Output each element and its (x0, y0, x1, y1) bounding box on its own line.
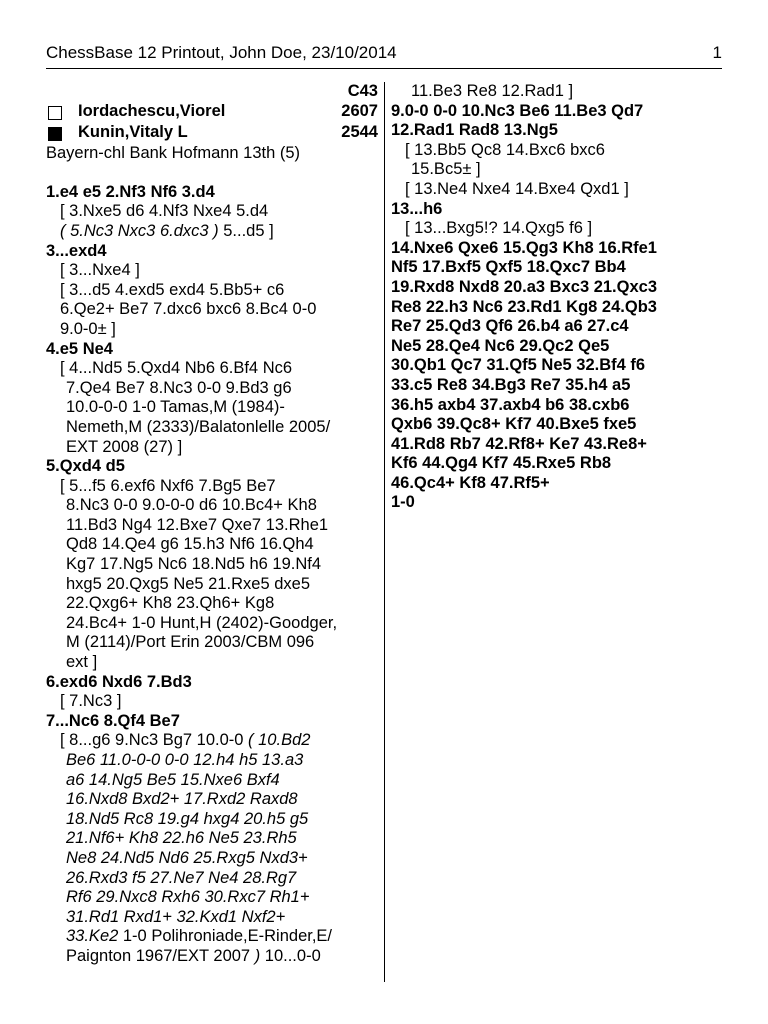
mainline-moves: 3...exd4 (46, 241, 107, 260)
mainline-moves: Kf6 44.Qg4 Kf7 45.Rxe5 Rb8 (391, 454, 612, 473)
mainline-moves: 5.Qxd4 d5 (46, 457, 125, 476)
white-player-elo: 2607 (341, 101, 378, 120)
mainline-moves: 41.Rd8 Rb7 42.Rf8+ Ke7 43.Re8+ (391, 434, 647, 453)
variation-line: [ 3.Nxe5 d6 4.Nf3 Nxe4 5.d4 (60, 202, 269, 221)
subvariation-line: a6 14.Ng5 Be5 15.Nxe6 Bxf4 (66, 770, 280, 789)
black-square-icon (48, 127, 62, 141)
variation-line: [ 4...Nd5 5.Qxd4 Nb6 6.Bf4 Nc6 (60, 359, 293, 378)
black-player-elo: 2544 (341, 122, 378, 141)
variation-line: hxg5 20.Qxg5 Ne5 21.Rxe5 dxe5 (66, 574, 310, 593)
event-name: Bayern-chl Bank Hofmann 13th (5) (46, 143, 301, 162)
variation-line: Kg7 17.Ng5 Nc6 18.Nd5 h6 19.Nf4 (66, 555, 322, 574)
variation-line: [ 8...g6 9.Nc3 Bg7 10.0-0 ( 10.Bd2 (60, 731, 311, 750)
variation-line: 8.Nc3 0-0 9.0-0-0 d6 10.Bc4+ Kh8 (66, 496, 317, 515)
mainline-moves: Qxb6 39.Qc8+ Kf7 40.Bxe5 fxe5 (391, 415, 637, 434)
subvariation-line: 31.Rd1 Rxd1+ 32.Kxd1 Nxf2+ (66, 907, 286, 926)
subvariation-line: Be6 11.0-0-0 0-0 12.h4 h5 13.a3 (66, 751, 304, 769)
variation-line: [ 3...Nxe4 ] (60, 261, 140, 280)
variation-line: 11.Be3 Re8 12.Rad1 ] (411, 82, 574, 100)
white-square-icon (48, 106, 62, 120)
variation-line: ( 5.Nc3 Nxc3 6.dxc3 ) 5...d5 ] (60, 221, 274, 240)
variation-line: 6.Qe2+ Be7 7.dxc6 bxc6 8.Bc4 0-0 (60, 300, 317, 319)
variation-line: 22.Qxg6+ Kh8 23.Qh6+ Kg8 (66, 594, 275, 613)
subvariation-line: 26.Rxd3 f5 27.Ne7 Ne4 28.Rg7 (66, 868, 297, 887)
column-divider (384, 82, 385, 982)
black-player (46, 123, 378, 144)
mainline-moves: Re7 25.Qd3 Qf6 26.b4 a6 27.c4 (391, 317, 629, 336)
mainline-moves: 7...Nc6 8.Qf4 Be7 (46, 711, 180, 730)
variation-line: 24.Bc4+ 1-0 Hunt,H (2402)-Goodger, (66, 613, 338, 632)
variation-line: 10.0-0-0 1-0 Tamas,M (1984)- (66, 398, 285, 417)
variation-line: 9.0-0± ] (60, 319, 116, 338)
variation-line: ext ] (66, 653, 98, 672)
mainline-moves: 4.e5 Ne4 (46, 339, 113, 358)
mainline-moves: 6.exd6 Nxd6 7.Bd3 (46, 672, 192, 691)
page-number: 1 (712, 43, 722, 62)
mainline-moves: 1.e4 e5 2.Nf3 Nf6 3.d4 (46, 182, 215, 201)
subvariation-line: 18.Nd5 Rc8 19.g4 hxg4 20.h5 g5 (66, 809, 309, 828)
eco-code: C43 (347, 82, 378, 100)
variation-line: 11.Bd3 Ng4 12.Bxe7 Qxe7 13.Rhe1 (66, 515, 329, 534)
mainline-moves: Nf5 17.Bxf5 Qxf5 18.Qxc7 Bb4 (391, 258, 626, 277)
subvariation-line: 21.Nf6+ Kh8 22.h6 Ne5 23.Rh5 (66, 829, 297, 848)
mainline-moves: 13...h6 (391, 199, 443, 218)
variation-line: Paignton 1967/EXT 2007 ) 10...0-0 (66, 946, 321, 965)
mainline-moves: 33.c5 Re8 34.Bg3 Re7 35.h4 a5 (391, 375, 631, 394)
game-result: 1-0 (391, 493, 415, 512)
mainline-moves: 12.Rad1 Rad8 13.Ng5 (391, 121, 558, 140)
variation-line: Nemeth,M (2333)/Balatonlelle 2005/ (66, 417, 331, 436)
variation-line: [ 5...f5 6.exf6 Nxf6 7.Bg5 Be7 (60, 476, 276, 495)
page-header (46, 40, 722, 69)
variation-line: 33.Ke2 1-0 Polihroniade,E-Rinder,E/ (66, 927, 332, 946)
black-player-name: Kunin,Vitaly L (78, 122, 188, 141)
subvariation-line: Rf6 29.Nxc8 Rxh6 30.Rxc7 Rh1+ (66, 888, 310, 907)
variation-line: [ 7.Nc3 ] (60, 692, 122, 711)
variation-line: [ 13.Bb5 Qc8 14.Bxc6 bxc6 (405, 140, 605, 159)
mainline-moves: Re8 22.h3 Nc6 23.Rd1 Kg8 24.Qb3 (391, 297, 657, 316)
mainline-moves: 19.Rxd8 Nxd8 20.a3 Bxc3 21.Qxc3 (391, 277, 658, 296)
right-column (391, 82, 722, 513)
variation-line: [ 13...Bxg5!? 14.Qxg5 f6 ] (405, 219, 593, 238)
left-column (46, 82, 378, 967)
mainline-moves: 9.0-0 0-0 10.Nc3 Be6 11.Be3 Qd7 (391, 101, 644, 120)
mainline-moves: 36.h5 axb4 37.axb4 b6 38.cxb6 (391, 395, 630, 414)
variation-line: Qd8 14.Qe4 g6 15.h3 Nf6 16.Qh4 (66, 535, 314, 554)
subvariation-line: Ne8 24.Nd5 Nd6 25.Rxg5 Nxd3+ (66, 848, 308, 867)
variation-line: [ 13.Ne4 Nxe4 14.Bxe4 Qxd1 ] (405, 179, 629, 198)
mainline-moves: Ne5 28.Qe4 Nc6 29.Qc2 Qe5 (391, 336, 610, 355)
mainline-moves: 14.Nxe6 Qxe6 15.Qg3 Kh8 16.Rfe1 (391, 238, 657, 257)
variation-line: 7.Qe4 Be7 8.Nc3 0-0 9.Bd3 g6 (66, 378, 292, 397)
variation-line: 15.Bc5± ] (411, 160, 481, 179)
variation-line: M (2114)/Port Erin 2003/CBM 096 (66, 633, 315, 652)
variation-line: EXT 2008 (27) ] (66, 437, 183, 456)
printout-title: ChessBase 12 Printout, John Doe, 23/10/2014 (46, 43, 397, 62)
variation-line: [ 3...d5 4.exd5 exd4 5.Bb5+ c6 (60, 280, 285, 299)
mainline-moves: 46.Qc4+ Kf8 47.Rf5+ (391, 473, 550, 492)
spacer (46, 163, 378, 183)
mainline-moves: 30.Qb1 Qc7 31.Qf5 Ne5 32.Bf4 f6 (391, 356, 646, 375)
subvariation-line: 16.Nxd8 Bxd2+ 17.Rxd2 Raxd8 (66, 790, 298, 809)
white-player-name: Iordachescu,Viorel (78, 101, 226, 120)
white-player (46, 102, 378, 123)
